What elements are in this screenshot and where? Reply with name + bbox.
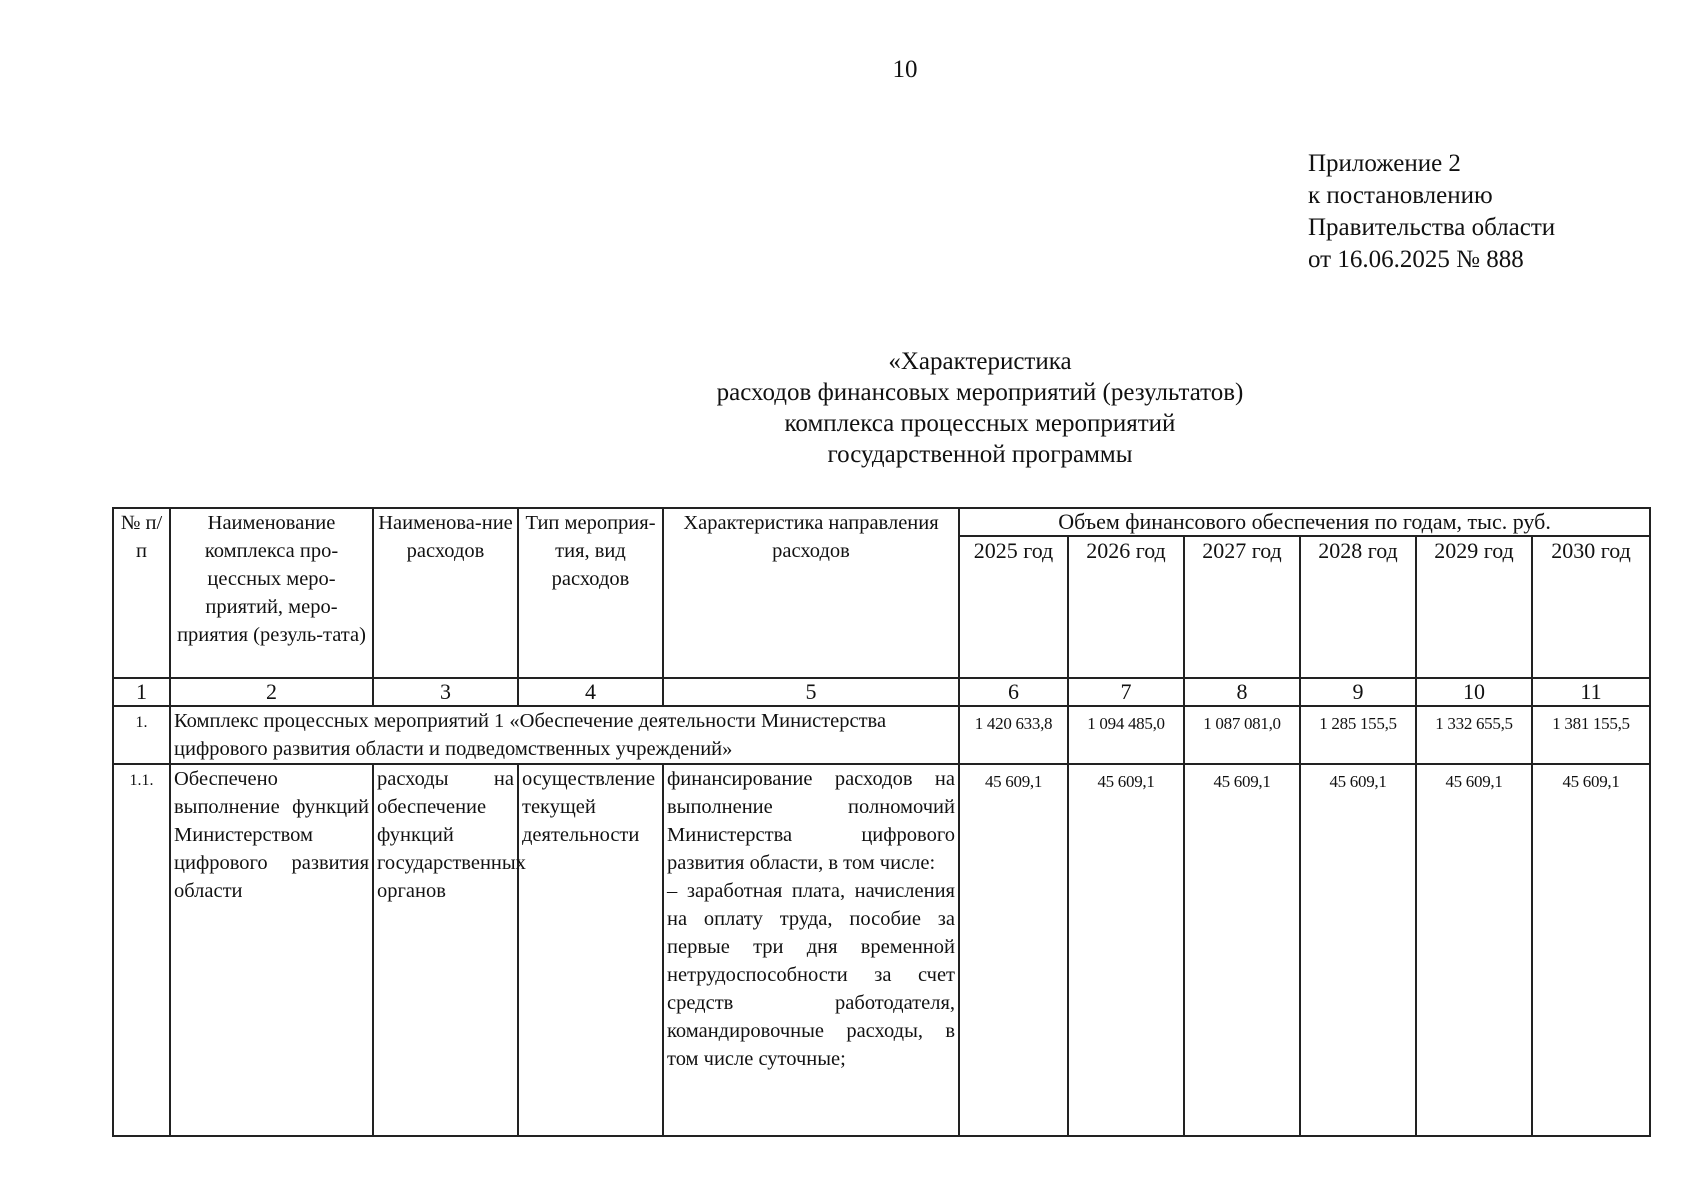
- column-number: 2: [170, 678, 373, 706]
- column-number: 6: [959, 678, 1068, 706]
- row-number: 1.: [113, 706, 170, 764]
- header-year: 2026 год: [1068, 536, 1184, 678]
- header-year: 2029 год: [1416, 536, 1532, 678]
- column-number: 8: [1184, 678, 1300, 706]
- header-row: [113, 508, 1650, 536]
- funding-value: 1 094 485,0: [1068, 706, 1184, 764]
- header-no: № п/п: [113, 508, 170, 678]
- expenses-table: [112, 507, 1651, 1137]
- row-number: 1.1.: [113, 764, 170, 1136]
- direction-cell: [663, 764, 959, 1136]
- complex-name-cell: Комплекс процессных мероприятий 1 «Обеспечение деятельности Министерства цифрового развития области и подведомственных учреждений»: [170, 706, 959, 764]
- title-line: комплекса процессных мероприятий: [784, 410, 1176, 437]
- appendix-line: к постановлению: [1308, 182, 1493, 209]
- funding-value: 45 609,1: [1300, 764, 1416, 1136]
- header-expense-name: Наименова-ние расходов: [373, 508, 518, 678]
- appendix-block: [1308, 148, 1555, 276]
- column-number: 7: [1068, 678, 1184, 706]
- funding-value: 1 381 155,5: [1532, 706, 1650, 764]
- table-row: [113, 706, 1650, 764]
- header-year: 2030 год: [1532, 536, 1650, 678]
- column-number: 3: [373, 678, 518, 706]
- appendix-line: Приложение 2: [1308, 150, 1461, 177]
- appendix-line: Правительства области: [1308, 214, 1556, 241]
- title-line: «Характеристика: [888, 348, 1072, 375]
- expense-name-cell: расходы на обеспечение функций государственных органов: [373, 764, 518, 1136]
- page-number: 10: [892, 56, 918, 83]
- direction-detail: – заработная плата, начисления на оплату труда, пособие за первые три дня временной нетрудоспособности за счет средств работодателя, командировочные расходы, в том числе суточные;: [667, 880, 955, 1070]
- header-complex-name: Наименование комплекса про-цессных меро-приятий, меро-приятия (резуль-тата): [170, 508, 373, 678]
- appendix-line: от 16.06.2025 № 888: [1308, 246, 1524, 273]
- header-year: 2025 год: [959, 536, 1068, 678]
- result-name-cell: Обеспечено выполнение функций Министерством цифрового развития области: [170, 764, 373, 1136]
- direction-intro: финансирование расходов на выполнение полномочий Министерства цифрового развития области, в том числе:: [667, 768, 955, 874]
- header-year: 2027 год: [1184, 536, 1300, 678]
- column-number: 4: [518, 678, 663, 706]
- column-numbers-row: [113, 678, 1650, 706]
- table-row: [113, 764, 1650, 1136]
- funding-value: 1 332 655,5: [1416, 706, 1532, 764]
- header-direction: Характеристика направления расходов: [663, 508, 959, 678]
- funding-value: 45 609,1: [959, 764, 1068, 1136]
- column-number: 1: [113, 678, 170, 706]
- funding-value: 1 285 155,5: [1300, 706, 1416, 764]
- column-number: 5: [663, 678, 959, 706]
- event-type-cell: осуществление текущей деятельности: [518, 764, 663, 1136]
- funding-value: 45 609,1: [1068, 764, 1184, 1136]
- funding-value: 45 609,1: [1416, 764, 1532, 1136]
- funding-value: 1 087 081,0: [1184, 706, 1300, 764]
- column-number: 9: [1300, 678, 1416, 706]
- title-line: государственной программы: [827, 441, 1133, 468]
- funding-value: 45 609,1: [1184, 764, 1300, 1136]
- title-line: расходов финансовых мероприятий (результатов): [716, 379, 1244, 406]
- document-title: [600, 346, 1360, 470]
- header-year: 2028 год: [1300, 536, 1416, 678]
- column-number: 11: [1532, 678, 1650, 706]
- header-funding: Объем финансового обеспечения по годам, тыс. руб.: [959, 508, 1650, 536]
- funding-value: 1 420 633,8: [959, 706, 1068, 764]
- column-number: 10: [1416, 678, 1532, 706]
- header-event-type: Тип мероприя-тия, вид расходов: [518, 508, 663, 678]
- funding-value: 45 609,1: [1532, 764, 1650, 1136]
